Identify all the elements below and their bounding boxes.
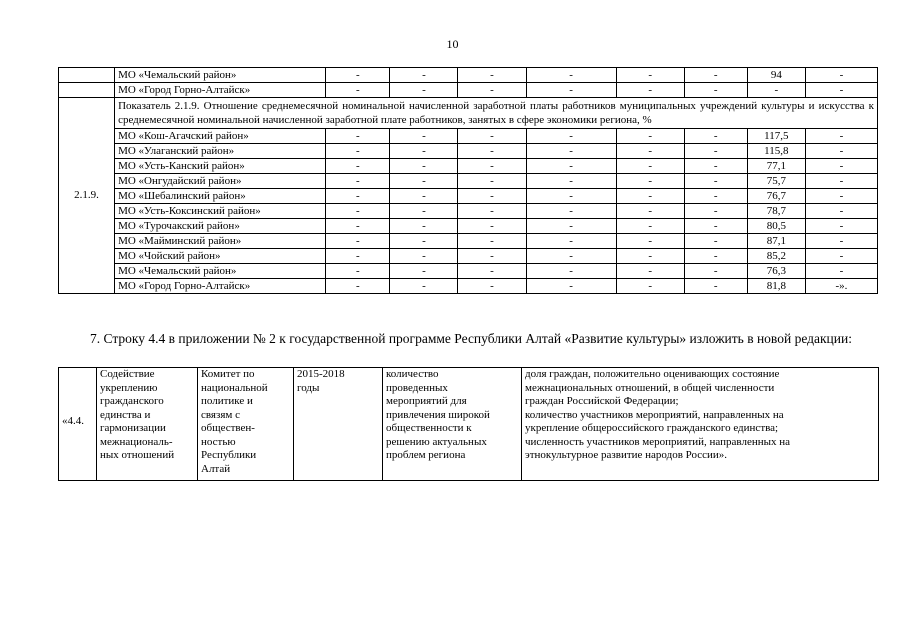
municipality-name: МО «Онгудайский район» bbox=[115, 174, 326, 189]
cell-line: количество bbox=[386, 368, 439, 380]
municipality-name: МО «Кош-Агачский район» bbox=[115, 129, 326, 144]
cell-line: ных отношений bbox=[100, 449, 175, 461]
cell-line: общественности к bbox=[386, 422, 472, 434]
value-cell: - bbox=[390, 264, 458, 279]
value-cell: - bbox=[526, 144, 616, 159]
value-cell: - bbox=[326, 249, 390, 264]
value-cell: - bbox=[526, 159, 616, 174]
cell-line: связям с bbox=[201, 408, 240, 421]
cell-line: политике и bbox=[201, 395, 253, 407]
value-cell: - bbox=[390, 204, 458, 219]
value-cell: 85,2 bbox=[747, 249, 805, 264]
value-cell: - bbox=[526, 68, 616, 83]
value-cell: - bbox=[390, 219, 458, 234]
value-cell: - bbox=[526, 129, 616, 144]
cell-line: этнокультурное развитие народов России». bbox=[525, 449, 728, 461]
value-cell: - bbox=[684, 249, 747, 264]
cell-line: мероприятий для bbox=[386, 395, 467, 407]
cell-line: доля граждан, положительно оценивающих состояние bbox=[525, 368, 780, 380]
value-cell: - bbox=[458, 219, 526, 234]
cell-line: обществен- bbox=[201, 422, 255, 434]
executor-cell bbox=[198, 368, 294, 481]
value-cell: - bbox=[616, 189, 684, 204]
value-cell: - bbox=[326, 144, 390, 159]
value-cell: - bbox=[458, 249, 526, 264]
municipality-name: МО «Город Горно-Алтайск» bbox=[115, 279, 326, 294]
indicator-row bbox=[59, 98, 878, 129]
value-cell: - bbox=[805, 68, 877, 83]
value-cell: - bbox=[390, 249, 458, 264]
value-cell: 94 bbox=[747, 68, 805, 83]
value-cell: - bbox=[326, 264, 390, 279]
table-row bbox=[59, 234, 878, 249]
value-cell: - bbox=[526, 174, 616, 189]
value-cell: 87,1 bbox=[747, 234, 805, 249]
value-cell: - bbox=[526, 204, 616, 219]
cell-line: гармонизации bbox=[100, 422, 166, 434]
table-row bbox=[59, 219, 878, 234]
value-cell: - bbox=[458, 144, 526, 159]
value-cell: - bbox=[326, 174, 390, 189]
cell-line: национальной bbox=[201, 381, 268, 394]
value-cell: - bbox=[326, 83, 390, 98]
municipality-name: МО «Улаганский район» bbox=[115, 144, 326, 159]
value-cell: - bbox=[326, 189, 390, 204]
indicator-text: Показатель 2.1.9. Отношение среднемесячной номинальной начисленной заработной платы работников муниципальных учреждений культуры и искусства к среднемесячной номинальной начисленной заработной плате работников, занятых в сфере экономики региона, % bbox=[115, 98, 878, 129]
value-cell: - bbox=[326, 68, 390, 83]
activity-cell bbox=[97, 368, 198, 481]
municipality-name: МО «Город Горно-Алтайск» bbox=[115, 83, 326, 98]
value-cell: 115,8 bbox=[747, 144, 805, 159]
value-cell: - bbox=[326, 129, 390, 144]
value-cell: - bbox=[526, 83, 616, 98]
amendment-paragraph: 7. Строку 4.4 в приложении № 2 к государственной программе Республики Алтай «Развитие культуры» изложить в новой редакции: bbox=[90, 331, 852, 346]
value-cell: - bbox=[616, 144, 684, 159]
value-cell: - bbox=[390, 234, 458, 249]
value-cell: - bbox=[390, 144, 458, 159]
indicator-number: 2.1.9. bbox=[59, 98, 115, 294]
program-row-table bbox=[58, 367, 879, 481]
value-cell: 117,5 bbox=[747, 129, 805, 144]
value-cell: - bbox=[326, 204, 390, 219]
value-cell: - bbox=[684, 144, 747, 159]
value-cell: - bbox=[684, 68, 747, 83]
cell-line: гражданского bbox=[100, 395, 164, 407]
value-cell: - bbox=[805, 204, 877, 219]
number-cell bbox=[59, 83, 115, 98]
cell-line: Алтай bbox=[201, 462, 231, 475]
value-cell: - bbox=[526, 234, 616, 249]
cell-line: Республики bbox=[201, 449, 257, 461]
cell-line: количество участников мероприятий, направленных на bbox=[525, 408, 784, 421]
value-cell: - bbox=[526, 264, 616, 279]
table-row bbox=[59, 129, 878, 144]
cell-line: единства и bbox=[100, 408, 151, 421]
value-cell: - bbox=[526, 279, 616, 294]
value-cell: - bbox=[616, 68, 684, 83]
value-cell: - bbox=[390, 129, 458, 144]
value-cell: - bbox=[326, 219, 390, 234]
value-cell: - bbox=[684, 159, 747, 174]
municipality-name: МО «Усть-Канский район» bbox=[115, 159, 326, 174]
cell-line: численность участников мероприятий, направленных на bbox=[525, 435, 791, 448]
value-cell: - bbox=[616, 204, 684, 219]
value-cell: - bbox=[390, 279, 458, 294]
table-row bbox=[59, 189, 878, 204]
municipality-name: МО «Шебалинский район» bbox=[115, 189, 326, 204]
value-cell: 80,5 bbox=[747, 219, 805, 234]
value-cell: - bbox=[684, 279, 747, 294]
value-cell: - bbox=[390, 83, 458, 98]
value-cell: - bbox=[458, 159, 526, 174]
value-cell: - bbox=[805, 234, 877, 249]
value-cell: - bbox=[684, 189, 747, 204]
value-cell: - bbox=[458, 189, 526, 204]
cell-line: привлечения широкой bbox=[386, 408, 490, 421]
value-cell: - bbox=[458, 68, 526, 83]
value-cell: - bbox=[616, 129, 684, 144]
value-cell: - bbox=[616, 249, 684, 264]
value-cell: 77,1 bbox=[747, 159, 805, 174]
value-cell: - bbox=[458, 279, 526, 294]
value-cell: 76,3 bbox=[747, 264, 805, 279]
cell-line: проблем региона bbox=[386, 449, 466, 461]
value-cell: - bbox=[526, 189, 616, 204]
cell-line: Комитет по bbox=[201, 368, 255, 380]
program-row bbox=[59, 368, 879, 481]
value-cell: - bbox=[458, 83, 526, 98]
table-row bbox=[59, 174, 878, 189]
municipality-name: МО «Чемальский район» bbox=[115, 68, 326, 83]
municipality-name: МО «Чемальский район» bbox=[115, 264, 326, 279]
value-cell: - bbox=[390, 68, 458, 83]
value-cell: 75,7 bbox=[747, 174, 805, 189]
table-row bbox=[59, 204, 878, 219]
value-cell: - bbox=[526, 219, 616, 234]
page-number: 10 bbox=[446, 37, 459, 51]
value-cell: - bbox=[458, 234, 526, 249]
table-row bbox=[59, 159, 878, 174]
cell-line: ностью bbox=[201, 435, 236, 448]
value-cell: - bbox=[526, 249, 616, 264]
municipality-name: МО «Турочакский район» bbox=[115, 219, 326, 234]
value-cell: - bbox=[390, 189, 458, 204]
value-cell: - bbox=[684, 83, 747, 98]
value-cell: - bbox=[805, 174, 877, 189]
value-cell: - bbox=[684, 204, 747, 219]
value-cell: - bbox=[805, 249, 877, 264]
value-cell: - bbox=[805, 129, 877, 144]
table-row bbox=[59, 249, 878, 264]
value-cell: -». bbox=[805, 279, 877, 294]
value-cell: 78,7 bbox=[747, 204, 805, 219]
table-row bbox=[59, 68, 878, 83]
table-row bbox=[59, 264, 878, 279]
value-cell: - bbox=[458, 204, 526, 219]
table-row bbox=[59, 83, 878, 98]
value-cell: - bbox=[616, 174, 684, 189]
value-cell: 81,8 bbox=[747, 279, 805, 294]
cell-line: укрепление общероссийского гражданского единства; bbox=[525, 422, 779, 434]
row-number-cell: «4.4. bbox=[59, 368, 97, 481]
value-cell: - bbox=[326, 279, 390, 294]
value-cell: - bbox=[616, 234, 684, 249]
value-cell: - bbox=[326, 234, 390, 249]
value-cell: - bbox=[684, 129, 747, 144]
number-cell bbox=[59, 68, 115, 83]
cell-line: 2015-2018 bbox=[297, 368, 345, 380]
value-cell: - bbox=[747, 83, 805, 98]
value-cell: - bbox=[805, 219, 877, 234]
value-cell: - bbox=[616, 264, 684, 279]
municipality-name: МО «Усть-Коксинский район» bbox=[115, 204, 326, 219]
measure-cell bbox=[383, 368, 522, 481]
cell-line: граждан Российской Федерации; bbox=[525, 395, 679, 407]
table-row bbox=[59, 144, 878, 159]
table-row bbox=[59, 279, 878, 294]
value-cell: - bbox=[458, 264, 526, 279]
value-cell: - bbox=[805, 144, 877, 159]
value-cell: - bbox=[616, 219, 684, 234]
period-cell bbox=[294, 368, 383, 481]
value-cell: - bbox=[390, 174, 458, 189]
value-cell: - bbox=[684, 264, 747, 279]
indicator-table bbox=[58, 67, 878, 294]
cell-line: межнациональ- bbox=[100, 435, 173, 448]
value-cell: 76,7 bbox=[747, 189, 805, 204]
value-cell: - bbox=[805, 159, 877, 174]
cell-line: проведенных bbox=[386, 381, 448, 394]
value-cell: - bbox=[684, 219, 747, 234]
value-cell: - bbox=[616, 159, 684, 174]
cell-line: годы bbox=[297, 381, 320, 394]
value-cell: - bbox=[805, 83, 877, 98]
cell-line: укреплению bbox=[100, 381, 158, 394]
cell-line: Содействие bbox=[100, 368, 155, 380]
value-cell: - bbox=[458, 129, 526, 144]
value-cell: - bbox=[805, 264, 877, 279]
value-cell: - bbox=[616, 279, 684, 294]
value-cell: - bbox=[326, 159, 390, 174]
cell-line: решению актуальных bbox=[386, 435, 487, 448]
result-cell bbox=[522, 368, 879, 481]
value-cell: - bbox=[684, 174, 747, 189]
value-cell: - bbox=[805, 189, 877, 204]
municipality-name: МО «Майминский район» bbox=[115, 234, 326, 249]
value-cell: - bbox=[458, 174, 526, 189]
municipality-name: МО «Чойский район» bbox=[115, 249, 326, 264]
value-cell: - bbox=[390, 159, 458, 174]
value-cell: - bbox=[616, 83, 684, 98]
value-cell: - bbox=[684, 234, 747, 249]
cell-line: межнациональных отношений, в общей численности bbox=[525, 381, 775, 394]
